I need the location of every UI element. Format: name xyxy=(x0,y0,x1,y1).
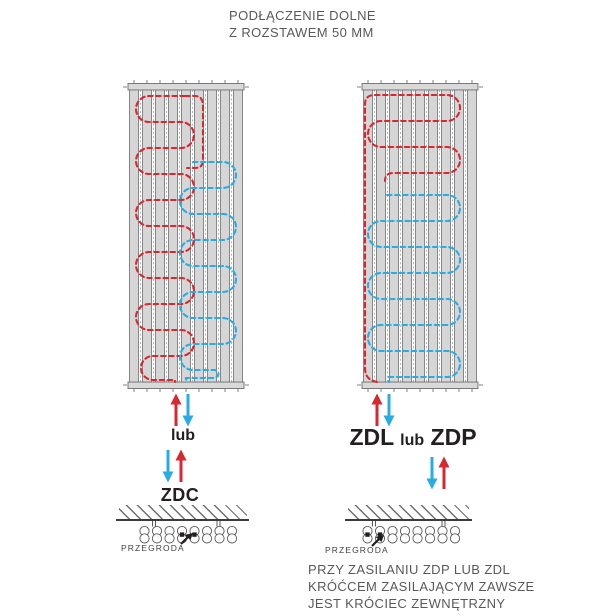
right-return-arrow-down-icon xyxy=(383,393,395,427)
right-radiator-top-fins xyxy=(368,80,472,84)
left-alt-return-arrow-down-icon xyxy=(162,449,174,483)
left-return-arrow-down-icon xyxy=(182,393,194,427)
page-title xyxy=(229,7,376,41)
left-radiator-bottom-fins xyxy=(134,389,238,393)
left-manifold-stubs xyxy=(153,521,221,527)
left-alt-supply-arrow-up-icon xyxy=(175,449,187,483)
right-partition-port-1 xyxy=(365,532,369,536)
left-wall-hatch xyxy=(119,505,247,519)
right-radiator-bottom-fins xyxy=(368,389,472,393)
right-model-label xyxy=(343,424,483,451)
right-radiator-tubes xyxy=(364,90,477,382)
left-radiator-bottom-header xyxy=(128,382,244,389)
right-radiator-top-header xyxy=(362,84,478,91)
left-radiator-top-header xyxy=(128,84,244,91)
left-supply-arrow-up-icon xyxy=(170,393,182,427)
footnote-line3: JEST KRÓCIEC ZEWNĘTRZNY xyxy=(308,596,506,611)
left-radiator-tubes xyxy=(130,90,243,382)
page-title-line2: Z ROZSTAWEM 50 MM xyxy=(229,25,374,40)
right-supply-arrow-up-icon xyxy=(371,393,383,427)
right-model-or: lub xyxy=(400,432,425,449)
right-alt-return-arrow-down-icon xyxy=(426,456,438,490)
right-radiator-bottom-header xyxy=(362,382,478,389)
left-partition-label: PRZEGRODA xyxy=(121,543,185,553)
left-model-label: ZDC xyxy=(160,485,200,505)
left-or-label: lub xyxy=(171,427,195,444)
right-model-right: ZDP xyxy=(430,424,477,450)
right-wall-hatch xyxy=(348,505,469,519)
footnote-line1: PRZY ZASILANIU ZDP LUB ZDL xyxy=(308,562,511,577)
left-radiator-top-fins xyxy=(134,80,238,84)
right-model-left: ZDL xyxy=(349,424,394,450)
left-radiator-diagram xyxy=(123,80,249,392)
right-alt-supply-arrow-up-icon xyxy=(438,456,450,490)
right-radiator-diagram xyxy=(357,80,483,392)
right-partition-label: PRZEGRODA xyxy=(325,545,389,555)
footnote-line2: KRÓĆCEM ZASILAJĄCYM ZAWSZE xyxy=(308,579,535,594)
right-manifold-stubs xyxy=(373,521,446,527)
footnote-text xyxy=(308,561,535,612)
page-title-line1: PODŁĄCZENIE DOLNE xyxy=(229,8,376,23)
